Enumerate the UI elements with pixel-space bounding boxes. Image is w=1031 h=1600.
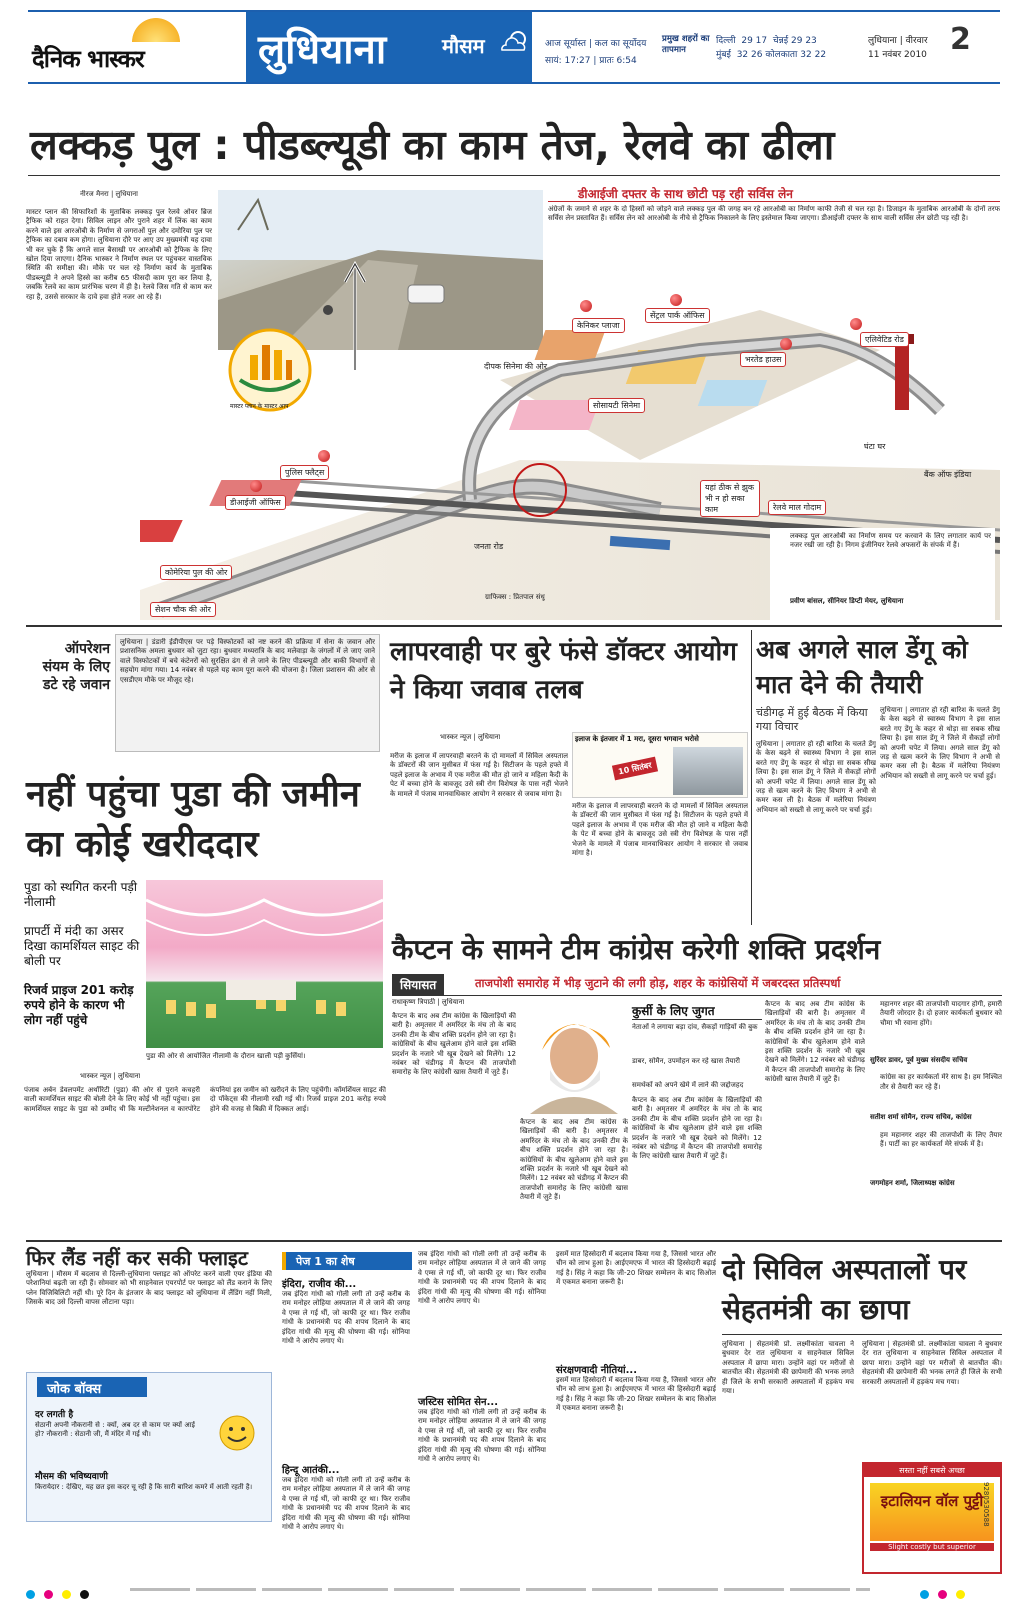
temp-min: 29 bbox=[791, 36, 803, 46]
chair-box bbox=[632, 1002, 762, 1101]
clipping-date-badge: 10 सितंबर bbox=[612, 757, 658, 781]
temp-min: 32 bbox=[800, 50, 812, 60]
puda-point: पुडा को स्थगित करनी पड़ी नीलामी bbox=[24, 880, 137, 909]
clipping-photo bbox=[572, 732, 748, 798]
brand-name: दैनिक भास्कर bbox=[32, 45, 144, 73]
quote1-author: सुरिंदर डावर, पूर्व मुख्य संसदीय सचिव bbox=[870, 1056, 968, 1064]
doctor-body: मरीज के इलाज में लापरवाही बरतने के दो मामलों में सिविल अस्पताल के डॉक्टरों की जान मुसीबत में फंस गई है। सिटीजन के पहले हफ्ते में पहले इलाज के अभाव में एक मरीज की मौत हो जाने व महिला कैदी के पेट में बच्चा होने के बावजूद उसे स्त्री रोग विशेषज्ञ के पास नहीं भेजने के मामले में पंजाब मानवाधिकार आयोग ने सरकार से जवाब मांगा है। bbox=[390, 752, 568, 798]
quote2-text: कांग्रेस का हर कार्यकर्ता मेरे साथ है। हम निश्चित तौर से तैयारी कर रहे हैं। bbox=[880, 1073, 1002, 1091]
chair-box-item: समर्थकों को अपने खेमे में लाने की जद्दोजहद bbox=[632, 1081, 744, 1089]
army-label: ऑपरेशन संयम के लिए डटे रहे जवान bbox=[42, 641, 110, 693]
congress-subhead: ताजपोशी समारोह में भीड़ जुटाने की लगी होड़, शहर के कांग्रेसियों में जबरदस्त प्रतिस्पर्धा bbox=[475, 976, 841, 990]
hospitals-body: लुधियाना | सेहतमंत्री प्रो. लक्ष्मीकांता चावला ने बुधवार देर रात लुधियाना व साहनेवाल सिविल अस्पताल में छापा मारा। उन्होंने वहां पर मरीजों से बातचीत की। सेहतमंत्री की छापेमारी की भनक लगते ही जिले के सभी सरकारी अस्पतालों में हड़कंप मच गया। bbox=[722, 1340, 854, 1396]
doctor-body-cont: मरीज के इलाज में लापरवाही बरतने के दो मामलों में सिविल अस्पताल के डॉक्टरों की जान मुसीबत में फंस गई है। सिटीजन के पहले हफ्ते में पहले इलाज के अभाव में एक मरीज की मौत हो जाने व महिला कैदी के पेट में बच्चा होने के बावजूद उसे स्त्री रोग विशेषज्ञ के पास नहीं भेजने के मामले में पंजाब मानवाधिकार आयोग ने सरकार से जवाब मांगा है। bbox=[572, 802, 748, 858]
temp-min: 32 bbox=[736, 50, 749, 60]
wall-putty-ad[interactable] bbox=[862, 1462, 1002, 1574]
congress-body-cont3: कैप्टन के बाद अब टीम कांग्रेस के खिलाड़ियों की बारी है। अमृतसर में अमरिंदर के मंच तो के बाद उनकी टीम के बीच शक्ति प्रदर्शन होने जा रहा है। कांग्रेसियों के बीच खुलेआम होने वाले इस शक्ति प्रदर्शन के नजारे भी खूब देखने को मिलेंगे। 12 नवंबर को चंडीगढ़ में कैप्टन की ताजपोशी समारोह के लिए कांग्रेसी खास तैयारी में जुटे हैं। bbox=[765, 1000, 865, 1084]
page1-title3: जस्टिस सोमित सेन... bbox=[418, 1397, 498, 1408]
brand-logo bbox=[28, 12, 253, 82]
lead-byline: नीरज मैनरा | लुधियाना bbox=[80, 190, 138, 198]
dateline-day: वीरवार bbox=[905, 36, 928, 46]
puda-point: रिजर्व प्राइज 201 करोड़ रुपये होने के कारण भी लोग नहीं पहुंचे bbox=[24, 983, 134, 1027]
joke-box bbox=[26, 1372, 272, 1522]
hospitals-body-cont: लुधियाना | सेहतमंत्री प्रो. लक्ष्मीकांता चावला ने बुधवार देर रात लुधियाना व साहनेवाल सिविल अस्पताल में छापा मारा। उन्होंने वहां पर मरीजों से बातचीत की। सेहतमंत्री की छापेमारी की भनक लगते ही जिले के सभी सरकारी अस्पतालों में हड़कंप मच गया। bbox=[862, 1340, 1002, 1386]
auction-caption: पुडा की ओर से आयोजित नीलामी के दौरान खाली पड़ी कुर्सियां। bbox=[146, 1052, 306, 1060]
print-register-marks bbox=[920, 1584, 974, 1600]
smiley-icon bbox=[217, 1413, 257, 1453]
location-pin-icon bbox=[780, 338, 792, 350]
city-name: चेन्नई bbox=[772, 36, 789, 46]
map-label: भरतेड हाउस bbox=[740, 352, 786, 367]
graphic-credit: ग्राफिक्स : प्रितपाल संधू bbox=[485, 593, 545, 601]
chair-box-title: कुर्सी के लिए जुगत bbox=[632, 1002, 762, 1020]
empty-chairs-photo bbox=[146, 880, 383, 1048]
sunrise-value: प्रातः 6:54 bbox=[599, 56, 637, 66]
temp-min: 29 bbox=[741, 36, 753, 46]
chair-box-item: नेताओं ने लगाया बड़ा दांव, सैकड़ों गाड़ियों की बुक bbox=[632, 1023, 758, 1031]
joke-subtitle: दर लगती है bbox=[35, 1410, 74, 1420]
cloud-sun-icon bbox=[500, 30, 528, 52]
middle-body2: इसमें मात हिस्सेदारी में बदलाव किया गया है, जिससे भारत और चीन को लाभ हुआ है। आईएमएफ में भारत की हिस्सेदारी बढ़ाई गई है। सिंह ने कहा कि जी-20 शिखर सम्मेलन के बाद सिओल में एकमत बनाना जरूरी है। bbox=[556, 1376, 716, 1413]
map-label: एलिवेटिड रोड bbox=[860, 332, 909, 347]
lead-side-body: अंग्रेजों के जमाने से शहर के दो हिस्सों को जोड़ने वाले लक्कड़ पुल की जगह बन रहे आरओबी का निर्माण काफी तेजी से चल रहा है। डिजाइन के मुताबिक आरओबी के दोनों तरफ सर्विस लेन प्रस्तावित हैं। सर्विस लेन को आरओबी के नीचे से ट्रैफिक निकालने के लिए इस्तेमाल किया जाएगा। डीआईजी दफ्तर के साथ वाली सर्विस लेन छोटी पड़ रही है। bbox=[548, 205, 1000, 223]
chair-box-item: डाबर, सोमैन, उपमोहन कर रहे खास तैयारी bbox=[632, 1057, 740, 1065]
dateline-city: लुधियाना bbox=[868, 36, 897, 46]
puda-points bbox=[24, 880, 144, 1028]
puda-point: प्रापर्टी में मंदी का असर दिखा कामर्शियल साइट की बोली पर bbox=[24, 924, 140, 968]
dengue-body-cont: लुधियाना | लगातार हो रही बारिश के चलते डेंगू के केस बढ़ने से स्वास्थ्य विभाग ने इस साल बरते गए डेंगू के कहर से थोड़ा सा सबक सीख लिया है। इस साल डेंगू ने जिले में सैकड़ों लोगों को अपनी चपेट में लिया। अगले साल डेंगू को जड़ से खत्म करने के लिए विभाग ने अभी से कमर कस ली है। बैठक में मलेरिया नियंत्रण अभियान को सख्ती से लागू करने पर चर्चा हुई। bbox=[880, 706, 1000, 780]
flight-headline: फिर लैंड नहीं कर सकी फ्लाइट bbox=[26, 1246, 248, 1270]
puda-headline: नहीं पहुंचा पुडा की जमीन का कोई खरीददार bbox=[26, 774, 360, 865]
weather-joke-title: मौसम की भविष्यवाणी bbox=[35, 1472, 108, 1482]
map-label: कोमेरिया पुल की ओर bbox=[160, 565, 232, 580]
weather-joke-text: किरायेदार : देखिए, यह छत इस कदर चू रही है कि सारी बारिश कमरे में आती रहती है। bbox=[35, 1483, 253, 1491]
sun-times: आज सूर्यास्त | कल का सूर्योदय सायं: 17:27 | प्रातः 6:54 bbox=[545, 39, 647, 66]
map-label: पुलिस फ्लैट्स bbox=[280, 465, 329, 480]
puda-body: पंजाब अर्बन डेवलपमेंट अथॉरिटी (पुडा) की ओर से पुराने कचहरी वाली कामर्शियल साइट की बोली देने के लिए कोई भी नहीं पहुंचा। इस कामर्शियल साइट के पुडा को उम्मीद थी कि मल्टीनेशनल व कारपोरेट कंपनियां इस जमीन को खरीदने के लिए पहुंचेंगी। कॉमर्शियल साइट की दो पॉकेट्स की नीलामी रखी गई थी। रिजर्व प्राइज 201 करोड़ रुपये होने की वजह से बिक्री में दिक्कत आई। bbox=[24, 1086, 386, 1113]
temp-max: 26 bbox=[751, 50, 763, 60]
puda-byline: भास्कर न्यूज | लुधियाना bbox=[80, 1072, 141, 1080]
sun-today-label: आज सूर्यास्त bbox=[545, 39, 587, 49]
lead-subhead: डीआईजी दफ्तर के साथ छोटी पड़ रही सर्विस लेन bbox=[578, 187, 793, 201]
map-label: सोसायटी सिनेमा bbox=[588, 398, 645, 413]
quote3-author: जगमोहन शर्मा, जिलाध्यक्ष कांग्रेस bbox=[870, 1178, 955, 1187]
quote3-text: हम महानगर शहर की ताजपोशी के लिए तैयार हैं। पार्टी का हर कार्यकर्ता मेरे संपर्क में है। bbox=[880, 1130, 1002, 1149]
middle-title1: संरक्षणवादी नीतियां... bbox=[556, 1365, 637, 1376]
print-register-marks bbox=[26, 1584, 98, 1600]
city-name: दिल्ली bbox=[716, 36, 736, 46]
official-quote bbox=[770, 528, 995, 620]
location-pin-icon bbox=[250, 480, 262, 492]
doctor-headline: लापरवाही पर बुरे फंसे डॉक्टर आयोग ने किया जवाब तलब bbox=[390, 637, 737, 705]
congress-body-cont2: कैप्टन के बाद अब टीम कांग्रेस के खिलाड़ियों की बारी है। अमृतसर में अमरिंदर के मंच तो के बाद उनकी टीम के बीच शक्ति प्रदर्शन होने जा रहा है। कांग्रेसियों के बीच खुलेआम होने वाले इस शक्ति प्रदर्शन के नजारे भी खूब देखने को मिलेंगे। 12 नवंबर को चंडीगढ़ में कैप्टन की ताजपोशी समारोह के लिए कांग्रेसी खास तैयारी में जुटे हैं। bbox=[632, 1096, 762, 1161]
dengue-subhead: चंडीगढ़ में हुई बैठक में किया गया विचार bbox=[756, 706, 868, 733]
page1-body4: जब इंदिरा गांधी को गोली लगी तो उन्हें करीब के राम मनोहर लोहिया अस्पताल में ले जाने की जगह वे एम्स ले गई थीं, जो काफी दूर था। फिर राजीव गांधी के प्रधानमंत्री पद की शपथ दिलाने के बाद इंदिरा गांधी की मृत्यु की घोषणा की गई। सोनिया गांधी ने आरोप लगाए थे। bbox=[418, 1408, 546, 1464]
quote2-author: सतीश शर्मा सोमैन, राज्य सचिव, कांग्रेस bbox=[870, 1113, 972, 1122]
weather-label bbox=[432, 12, 532, 82]
city-title: लुधियाना bbox=[246, 12, 432, 82]
congress-body-cont: कैप्टन के बाद अब टीम कांग्रेस के खिलाड़ियों की बारी है। अमृतसर में अमरिंदर के मंच तो के बाद उनकी टीम के बीच शक्ति प्रदर्शन होने जा रहा है। कांग्रेसियों के बीच खुलेआम होने वाले इस शक्ति प्रदर्शन के नजारे भी खूब देखने को मिलेंगे। 12 नवंबर को चंडीगढ़ में कैप्टन की ताजपोशी समारोह के लिए कांग्रेसी खास तैयारी में जुटे हैं। bbox=[520, 1118, 628, 1202]
ad-brand: इटालियन वॉल पुट्टी bbox=[870, 1483, 994, 1541]
army-body: लुधियाना | डंडारी ईडीपीएस पर पड़े विस्फोटकों को नष्ट करने की प्रक्रिया में सेना के जवान और प्रशासनिक अमला बुधवार को जुटा रहा। बुधवार मध्यरात्रि के बाद मलेवाड़ा के जंगलों में ले जाए जाने वाले विस्फोटकों में बचे कंटेनरों को सुरक्षित ढंग से ले जाने के लिए पीडब्ल्यूडी और बाकी विभागों से सहयोग मांगा गया। 14 नवंबर से पहले यह काम पूरा करने की योजना है। जिला प्रशासन की ओर से एसडीएम मौके पर मौजूद रहे। bbox=[120, 638, 375, 684]
page1-body1: जब इंदिरा गांधी को गोली लगी तो उन्हें करीब के राम मनोहर लोहिया अस्पताल में ले जाने की जगह वे एम्स ले गई थीं, जो काफी दूर था। फिर राजीव गांधी के प्रधानमंत्री पद की शपथ दिलाने के बाद इंदिरा गांधी की मृत्यु की घोषणा की गई। सोनिया गांधी ने आरोप लगाए थे। bbox=[282, 1290, 410, 1346]
page1-tag: पेज 1 का शेष bbox=[282, 1252, 412, 1270]
doctor-byline: भास्कर न्यूज | लुधियाना bbox=[440, 733, 501, 741]
page1-body2: जब इंदिरा गांधी को गोली लगी तो उन्हें करीब के राम मनोहर लोहिया अस्पताल में ले जाने की जगह वे एम्स ले गई थीं, जो काफी दूर था। फिर राजीव गांधी के प्रधानमंत्री पद की शपथ दिलाने के बाद इंदिरा गांधी की मृत्यु की घोषणा की गई। सोनिया गांधी ने आरोप लगाए थे। bbox=[282, 1476, 410, 1532]
flight-body: लुधियाना | मौसम में बदलाव से दिल्ली-लुधियाना फ्लाइट को ऑपरेट करने वाली एयर इंडिया की परेशानियां बढ़ती जा रही हैं। सोमवार को भी साहनेवाल एयरपोर्ट पर फ्लाइट को लैंड कराने के लिए प्लेन विजिबिलिटी नहीं थी। पूरे दिन के इंतजार के बाद फ्लाइट को लुधियाना में लैंडिंग नहीं मिली, जिसके बाद उसे दिल्ली वापस लौटाना पड़ा। bbox=[26, 1270, 272, 1307]
ad-tagline: Slight costly but superior bbox=[870, 1543, 994, 1551]
sunset-value: सायं: 17:27 bbox=[545, 56, 591, 66]
location-pin-icon bbox=[580, 300, 592, 312]
map-label: सेशन चौक की ओर bbox=[150, 602, 216, 617]
location-pin-icon bbox=[670, 294, 682, 306]
amarinder-photo bbox=[520, 1000, 628, 1114]
ad-top-line: सस्ता नहीं सबसे अच्छा bbox=[864, 1464, 1000, 1477]
middle-body1: इसमें मात हिस्सेदारी में बदलाव किया गया है, जिससे भारत और चीन को लाभ हुआ है। आईएमएफ में भारत की हिस्सेदारी बढ़ाई गई है। सिंह ने कहा कि जी-20 शिखर सम्मेलन के बाद सिओल में एकमत बनाना जरूरी है। bbox=[556, 1250, 716, 1287]
lead-body: मास्टर प्लान की सिफारिशों के मुताबिक लक्कड़ पुल रेलवे ओवर ब्रिज ट्रैफिक को राहत देगा। सिविल लाइन और पुराने शहर में लिंक का काम करने वाले इस आरओबी के निर्माण से जगराओं पुल और दमोरिया पुल पर ट्रैफिक का दबाव कम होगा। लुधियाना दौरे पर आए उप मुख्यमंत्री यह दावा भी कर चुके हैं कि अगले साल बैसाखी पर आरओबी को ट्रैफिक के लिए खोल दिया जाएगा। दैनिक भास्कर ने निर्माण स्थल पर पहुंचकर वास्तविक स्थिति की समीक्षा की। मौके पर चल रहे निर्माण कार्य के मुताबिक पीडब्ल्यूडी ने अपने हिस्से का करीब 65 फीसदी काम पूरा कर लिया है, जबकि रेलवे का काम प्रारंभिक चरण में ही है। रेलवे जिस गति से काम कर रहा है, उससे सरकार के दावे हवा होते नजर आ रहे हैं। bbox=[26, 208, 212, 301]
page1-title2: हिन्दू आतंकी... bbox=[282, 1465, 340, 1476]
congress-headline: कैप्टन के सामने टीम कांग्रेस करेगी शक्ति प्रदर्शन bbox=[392, 933, 881, 966]
lead-headline: लक्कड़ पुल : पीडब्ल्यूडी का काम तेज, रेलवे का ढीला bbox=[30, 121, 835, 169]
city-name: कोलकाता bbox=[765, 50, 798, 60]
sun-tomorrow-label: कल का सूर्योदय bbox=[594, 39, 647, 49]
joke-text: सेठानी अपनी नौकरानी से : क्यों, अब दर से काम पर क्यों आई हो? नौकरानी : सेठानी जी, मैं मंदिर में गई थी। bbox=[35, 1421, 195, 1439]
temp-max: 17 bbox=[755, 36, 768, 46]
logo-caption: मास्टर प्लान के मास्टर आप bbox=[230, 403, 289, 410]
hospitals-headline: दो सिविल अस्पतालों पर सेहतमंत्री का छापा bbox=[722, 1253, 967, 1326]
temp-max: 22 bbox=[814, 50, 827, 60]
temp-max: 23 bbox=[805, 36, 817, 46]
location-pin-icon bbox=[318, 450, 330, 462]
auction-photo bbox=[146, 880, 383, 1048]
map-label: केनिकर प्लाजा bbox=[572, 318, 625, 333]
politics-tag: सियासत bbox=[392, 974, 444, 995]
dengue-body: लुधियाना | लगातार हो रही बारिश के चलते डेंगू के केस बढ़ने से स्वास्थ्य विभाग ने इस साल बरते गए डेंगू के कहर से थोड़ा सा सबक सीख लिया है। इस साल डेंगू ने जिले में सैकड़ों लोगों को अपनी चपेट में लिया। अगले साल डेंगू को जड़ से खत्म करने के लिए विभाग ने अभी से कमर कस ली है। बैठक में मलेरिया नियंत्रण अभियान को सख्ती से लागू करने पर चर्चा हुई। bbox=[756, 740, 876, 814]
map-label: जनता रोड bbox=[474, 542, 504, 551]
clipping-title: इलाज के इंतजार में 1 मरा, दूसरा भगवान भरोसे bbox=[575, 735, 699, 743]
quote-text: लक्कड़ पुल आरओबी का निर्माण समय पर करवाने के लिए लगातार कार्य पर नजर रखी जा रही है। निगम इंजीनियर रेलवे अफसरों के संपर्क में हैं। bbox=[790, 532, 991, 550]
temp-label: प्रमुख शहरों का तापमान bbox=[662, 34, 710, 55]
congress-byline: राधाकृष्ण त्रिपाठी | लुधियाना bbox=[392, 998, 465, 1006]
map-label: रेलवे माल गोदाम bbox=[768, 500, 826, 515]
page-number: 2 bbox=[950, 22, 971, 57]
quote-author: प्रवीण बांसल, सीनियर डिप्टी मेयर, लुधियाना bbox=[790, 597, 904, 605]
city-name: मुंबई bbox=[716, 50, 731, 60]
dateline: लुधियाना | वीरवार 11 नवंबर 2010 bbox=[868, 34, 948, 62]
location-pin-icon bbox=[850, 318, 862, 330]
page1-body3: जब इंदिरा गांधी को गोली लगी तो उन्हें करीब के राम मनोहर लोहिया अस्पताल में ले जाने की जगह वे एम्स ले गई थीं, जो काफी दूर था। फिर राजीव गांधी के प्रधानमंत्री पद की शपथ दिलाने के बाद इंदिरा गांधी की मृत्यु की घोषणा की गई। सोनिया गांधी ने आरोप लगाए थे। bbox=[418, 1250, 546, 1306]
dengue-headline: अब अगले साल डेंगू को मात देने की तैयारी bbox=[756, 635, 968, 699]
weather-title: मौसम bbox=[442, 34, 485, 58]
page1-title1: इंदिरा, राजीव की... bbox=[282, 1279, 357, 1290]
map-label: बैंक ऑफ इंडिया bbox=[924, 470, 972, 479]
map-label: दीपक सिनेमा की ओर bbox=[484, 362, 548, 371]
dateline-date: 11 नवंबर 2010 bbox=[868, 50, 927, 60]
quote1-text: महानगर शहर की ताजपोशी यादगार होगी, हमारी तैयारी जोरदार है। दो हजार कार्यकर्ता बुधवार को चौमा भी रवाना होंगे। bbox=[880, 1000, 1002, 1027]
congress-quotes bbox=[870, 1000, 1002, 1188]
map-label: सेंट्रल पार्क ऑफिस bbox=[645, 308, 710, 323]
map-label: डीआईजी ऑफिस bbox=[225, 495, 286, 510]
sun-logo-icon bbox=[128, 14, 184, 42]
map-label: घंटा घर bbox=[864, 442, 886, 451]
portrait-photo bbox=[520, 1000, 628, 1114]
joke-box-title: जोक बॉक्स bbox=[37, 1377, 147, 1397]
congress-body: कैप्टन के बाद अब टीम कांग्रेस के खिलाड़ियों की बारी है। अमृतसर में अमरिंदर के मंच तो के बाद उनकी टीम के बीच शक्ति प्रदर्शन होने जा रहा है। कांग्रेसियों के बीच खुलेआम होने वाले इस शक्ति प्रदर्शन के नजारे भी खूब देखने को मिलेंगे। 12 नवंबर को चंडीगढ़ में कैप्टन की ताजपोशी समारोह के लिए कांग्रेसी खास तैयारी में जुटे हैं। bbox=[392, 1012, 516, 1077]
map-label: यहां ठीक से झुक भी न हो सका काम bbox=[700, 480, 760, 517]
temp-table bbox=[716, 34, 856, 62]
ad-phone: 9280530588 bbox=[982, 1482, 990, 1527]
